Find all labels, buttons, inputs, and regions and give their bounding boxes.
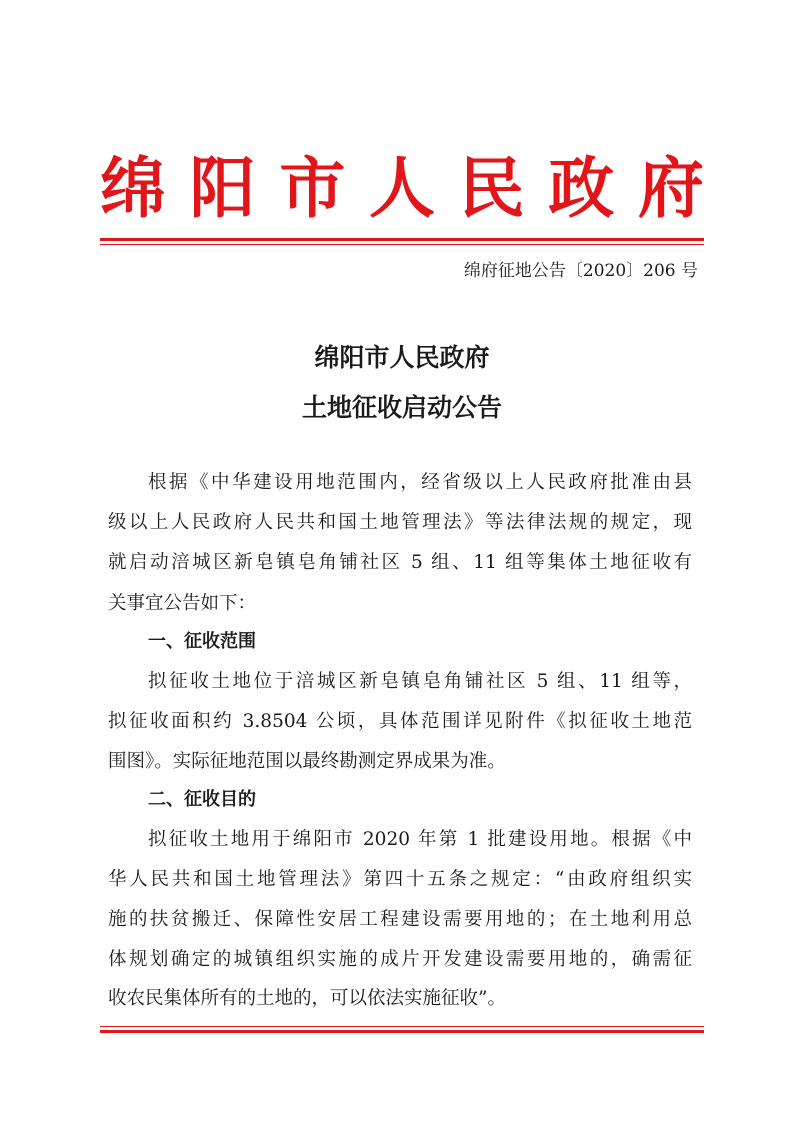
masthead-char: 阳 xyxy=(189,149,256,227)
masthead-char: 人 xyxy=(368,149,435,227)
masthead-char: 绵 xyxy=(100,149,166,227)
masthead-rule-thin xyxy=(100,244,704,245)
body-line: 施的扶贫搬迁、保障性安居工程建设需要用地的；在土地利用总 xyxy=(108,909,692,930)
body-line: 根据《中华建设用地范围内，经省级以上人民政府批准由县 xyxy=(148,472,692,493)
masthead-title xyxy=(100,140,704,236)
notice-title-line2: 土地征收启动公告 xyxy=(301,393,502,422)
notice-title-line1: 绵阳市人民政府 xyxy=(314,343,490,372)
body-line: 拟征收土地用于绵阳市 2020 年第 1 批建设用地。根据《中 xyxy=(148,829,692,850)
masthead-char: 政 xyxy=(548,149,615,227)
body-line: 收农民集体所有的土地的，可以依法实施征收”。 xyxy=(108,988,506,1009)
masthead-char: 市 xyxy=(279,149,346,227)
body-line: 级以上人民政府人民共和国土地管理法》等法律法规的规定，现 xyxy=(108,512,692,533)
body-line: 拟征收面积约 3.8504 公顷，具体范围详见附件《拟征收土地范 xyxy=(108,711,692,732)
body-line: 体规划确定的城镇组织实施的成片开发建设需要用地的，确需征 xyxy=(108,949,692,970)
document-number: 绵府征地公告〔2020〕206 号 xyxy=(463,261,698,281)
masthead-rule-thick xyxy=(100,238,704,241)
masthead-char: 府 xyxy=(637,149,704,227)
body-line: 华人民共和国土地管理法》第四十五条之规定：“由政府组织实 xyxy=(108,869,692,890)
body-line: 关事宜公告如下： xyxy=(108,593,257,614)
body-line: 就启动涪城区新皂镇皂角铺社区 5 组、11 组等集体土地征收有 xyxy=(108,552,692,573)
section-heading-scope: 一、征收范围 xyxy=(148,631,256,652)
footer-rule-thick xyxy=(100,1030,704,1033)
masthead-char: 民 xyxy=(458,149,525,227)
body-line: 围图》。实际征地范围以最终勘测定界成果为准。 xyxy=(108,751,506,772)
section-heading-purpose: 二、征收目的 xyxy=(148,789,256,810)
body-line: 拟征收土地位于涪城区新皂镇皂角铺社区 5 组、11 组等， xyxy=(148,671,692,692)
footer-rule-thin xyxy=(100,1026,704,1027)
